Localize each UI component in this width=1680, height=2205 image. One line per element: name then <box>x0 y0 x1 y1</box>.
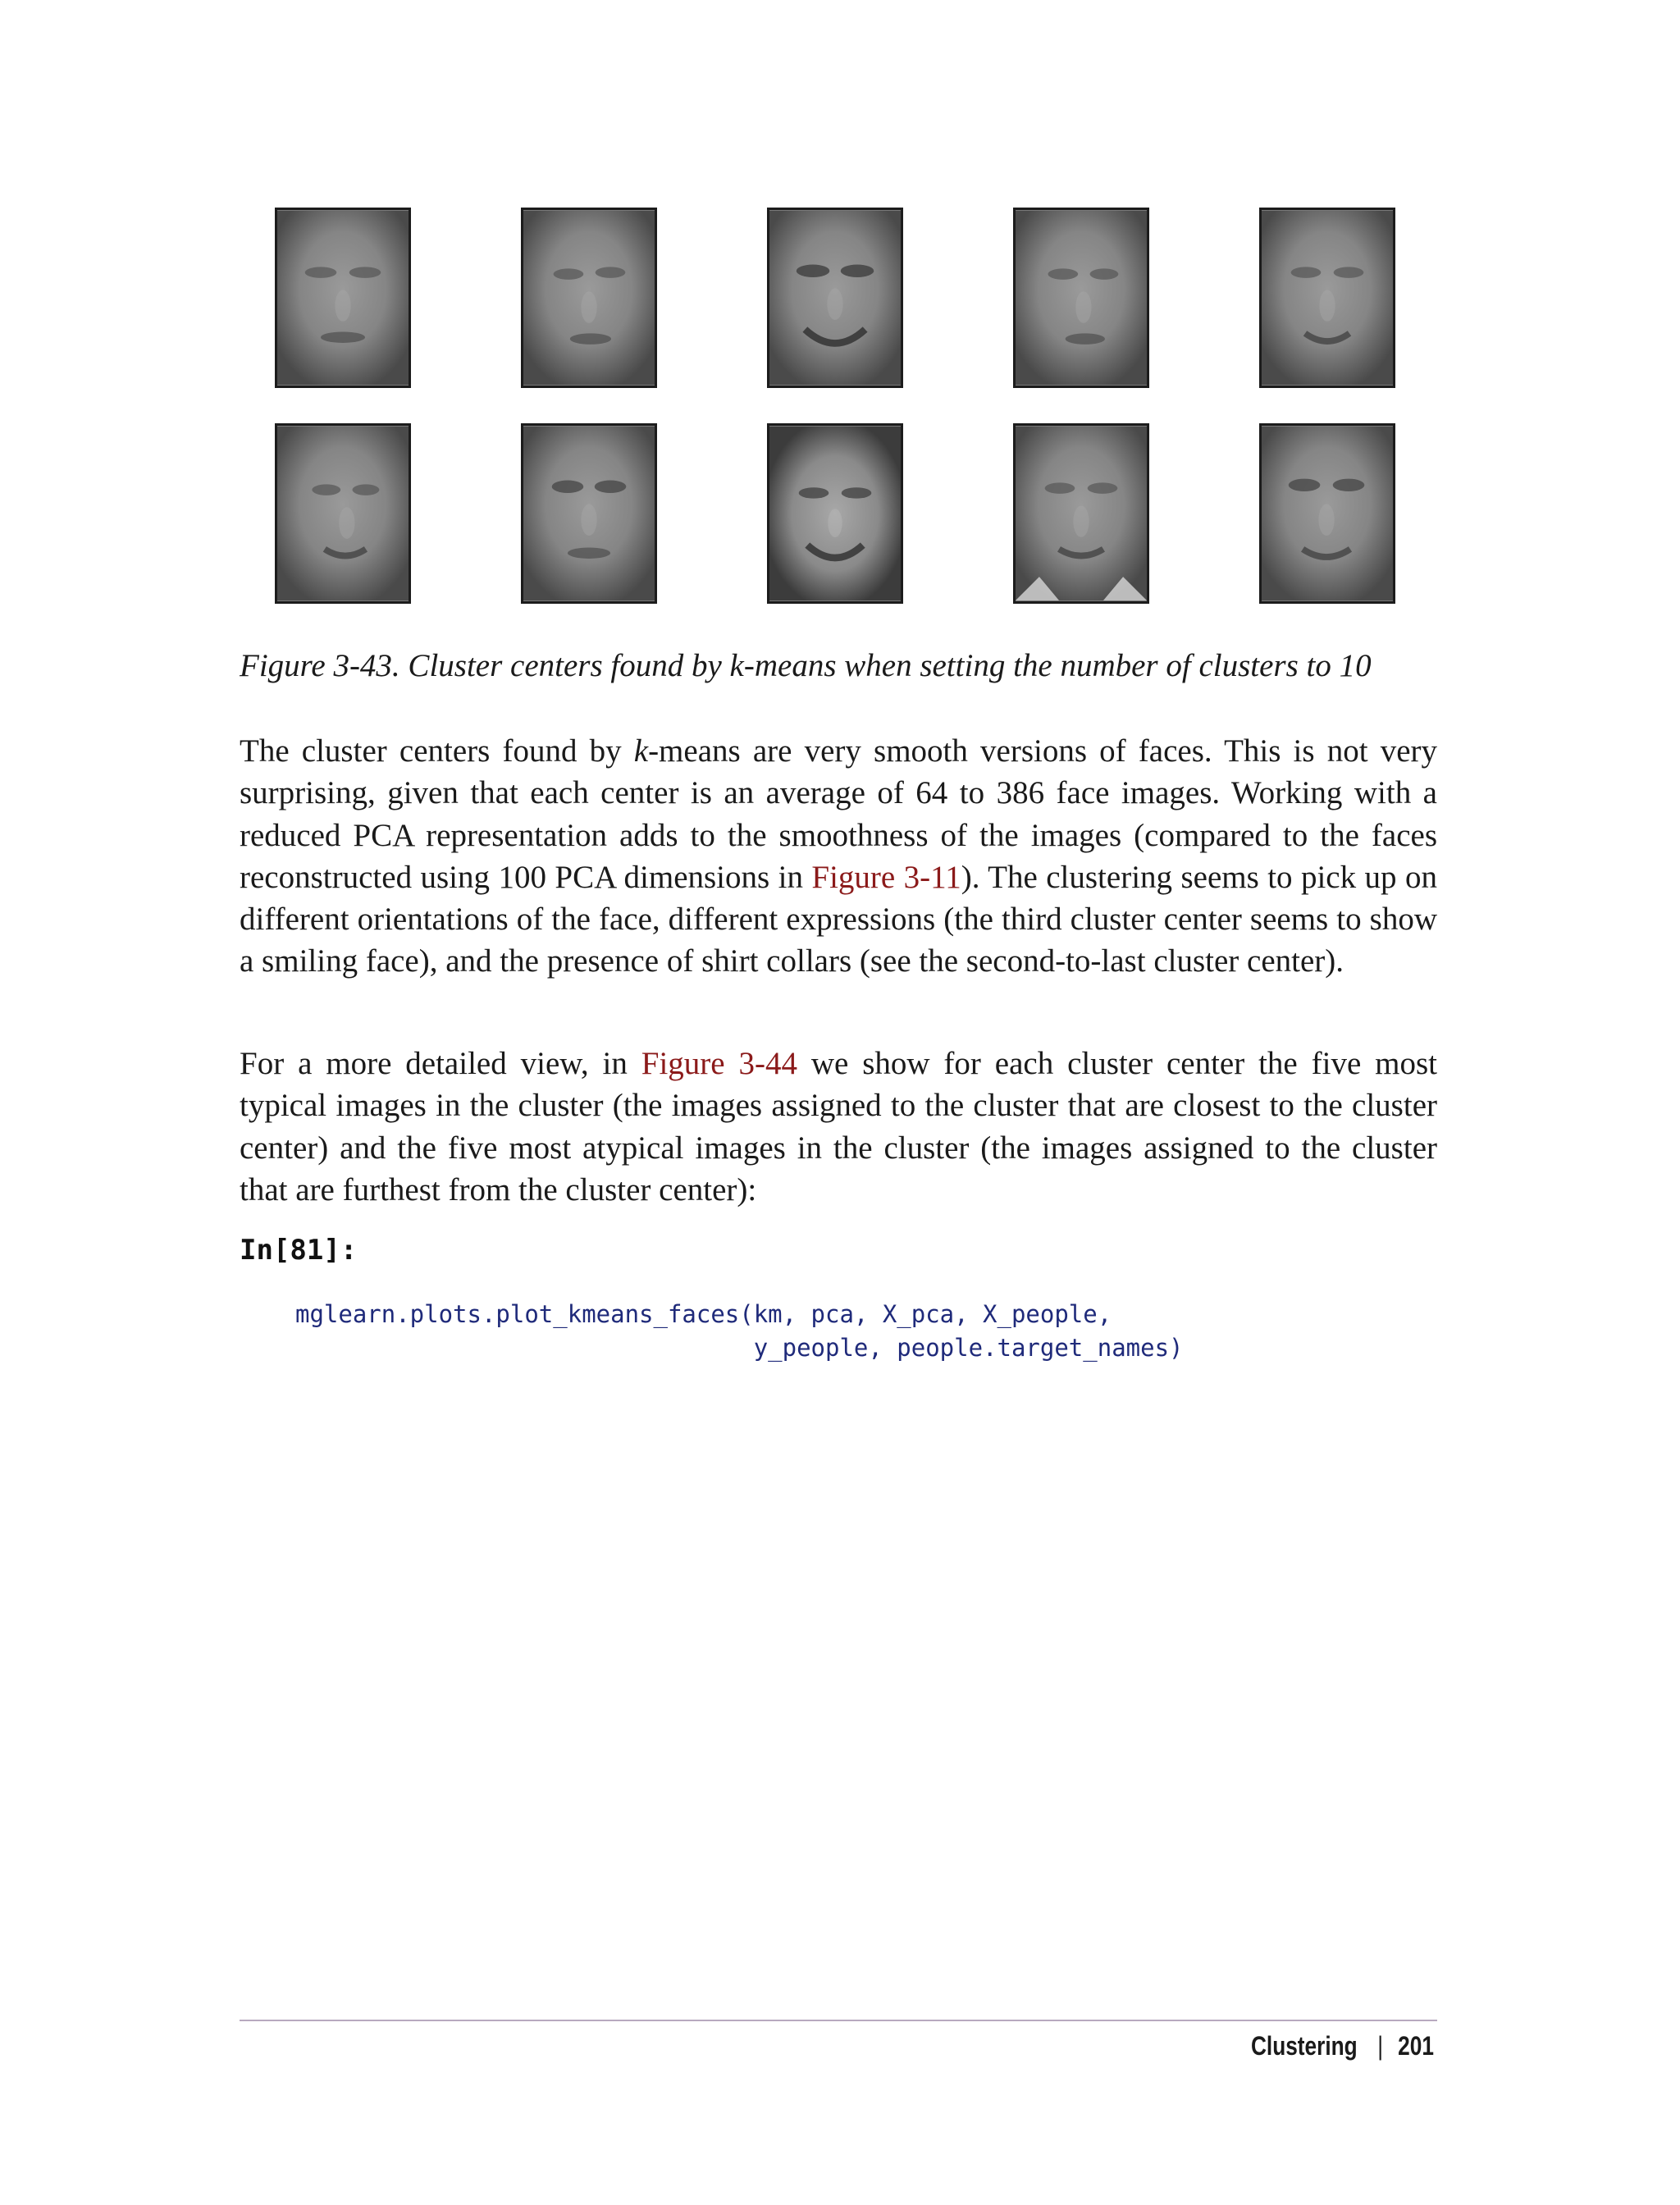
face-image <box>523 426 655 601</box>
face-image <box>1259 208 1395 388</box>
text-run: ). The clustering seems to pick up on different orientations of the face, different expressions (the third cluster center seems to show a smiling face), and the presence of shirt collars (see the second-to-last cluster center). <box>240 859 1437 979</box>
code-block <box>295 1298 1184 1365</box>
footer-rule <box>240 2020 1437 2021</box>
page-number: 201 <box>1398 2031 1434 2061</box>
italic-k: k <box>633 733 649 769</box>
face-image <box>275 423 411 604</box>
face-image <box>275 208 411 388</box>
face-image <box>523 210 655 386</box>
footer-separator: | <box>1377 2031 1384 2061</box>
face-image <box>769 426 901 601</box>
code-line: y_people, people.target_names) <box>295 1334 1184 1362</box>
face-image <box>1016 426 1147 601</box>
figure-3-44-link[interactable]: Figure 3-44 <box>641 1046 797 1081</box>
cluster-centers-figure <box>275 208 1404 609</box>
page-footer <box>1251 2028 1434 2064</box>
face-image <box>277 426 409 601</box>
text-run: we show for each cluster center the five most typical images in the cluster (the images assigned to the cluster that are closest to the cluster center) and the five most atypical images in the cluster (the images assigned to the cluster that are furthest from the cluster center): <box>240 1046 1437 1208</box>
face-image <box>767 423 903 604</box>
body-paragraph <box>240 730 1437 983</box>
face-image <box>1262 426 1393 601</box>
face-image <box>767 208 903 388</box>
face-image <box>1013 423 1149 604</box>
face-image <box>521 208 657 388</box>
face-image <box>1013 208 1149 388</box>
figure-caption: Figure 3-43. Cluster centers found by k-means when setting the number of clusters to 10 <box>240 648 1372 683</box>
face-image <box>1262 210 1393 386</box>
text-run: -means are very smooth versions of faces. This is not very surprising, given that each center is an average of 64 to 386 face images. Working with a reduced PCA representation adds to the smoothness of the images (compared to the faces reconstructed using 100 PCA dimensions in <box>240 733 1438 895</box>
face-image <box>521 423 657 604</box>
code-cell-label: In[81]: <box>240 1234 358 1267</box>
body-paragraph <box>240 1043 1437 1211</box>
section-name: Clustering <box>1251 2031 1358 2061</box>
text-run: The cluster centers found by <box>240 733 634 769</box>
face-image <box>1259 423 1395 604</box>
face-image <box>277 210 409 386</box>
figure-3-11-link[interactable]: Figure 3-11 <box>811 859 961 895</box>
text-run: For a more detailed view, in <box>240 1046 641 1081</box>
face-image <box>769 210 901 386</box>
code-line: mglearn.plots.plot_kmeans_faces(km, pca, X_pca, X_people, <box>295 1300 1112 1328</box>
face-image <box>1016 210 1147 386</box>
